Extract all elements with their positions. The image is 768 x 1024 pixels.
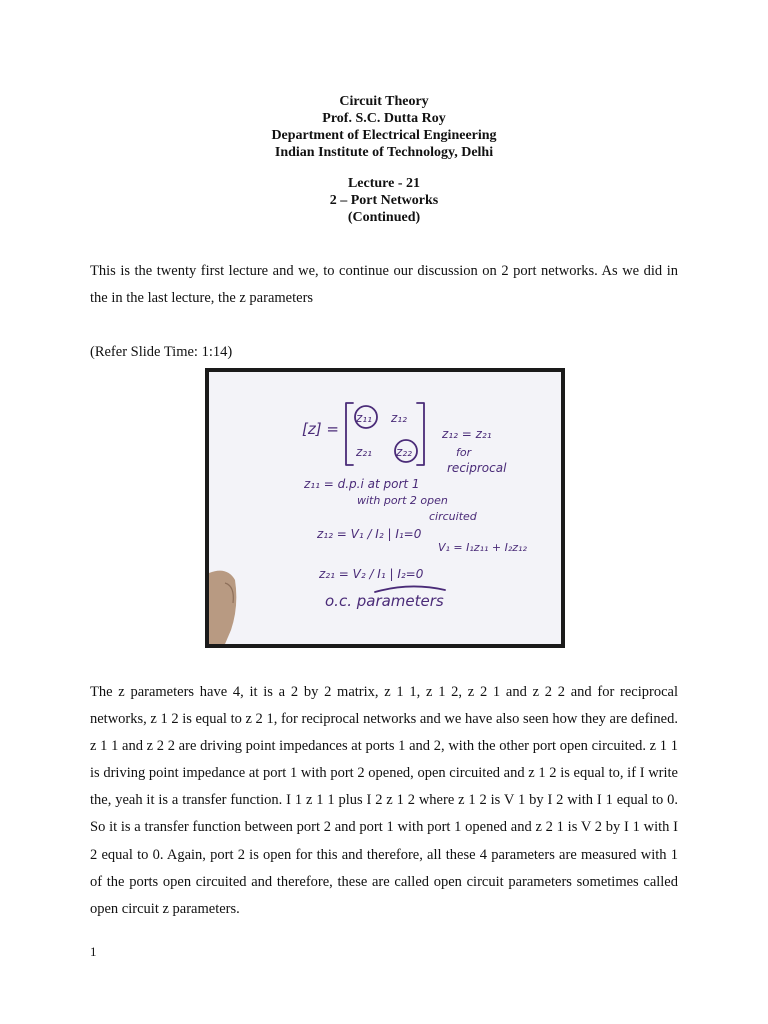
intro-paragraph: This is the twenty first lecture and we, to continue our discussion on 2 port networks. As we did in the in the last lecture, the z parameters [90,263,678,306]
slide-dpi-line3: circuited [429,510,477,523]
slide-drawing [205,368,565,648]
slide-dpi-line2: with port 2 open [357,494,448,507]
page-number: 1 [90,944,97,959]
professor-name: Prof. S.C. Dutta Roy [322,111,446,126]
course-title: Circuit Theory [339,94,429,109]
slide-matrix-lhs: [z] = [302,420,339,438]
slide-z12-definition: z₁₂ = V₁ / I₂ | I₁=0 [317,527,422,541]
slide-reciprocal-equation: z₁₂ = z₂₁ [442,427,492,441]
lecture-number: Lecture - 21 [347,176,421,191]
lecture-slide-image [205,368,565,648]
body-paragraph: The z parameters have 4, it is a 2 by 2 matrix, z 1 1, z 1 2, z 2 1 and z 2 2 and for reciprocal networks, z 1 2 is equal to z 2 1, for reciprocal networks and we have also seen how they are defined. z 1 1 and z 2 2 are driving point impedances at ports 1 and 2, with the other port open circuited. z 1 1 is driving point impedance at port 1 with port 2 opened, open circuited and z 1 2 is equal to, if I write the, yeah it is a transfer function. I 1 z 1 1 plus I 2 z 1 2 where z 1 2 is V 1 by I 2 with I 1 equal to 0. So it is a transfer function between port 2 and port 1 with port 1 opened and z 2 1 is V 2 by I 1 with I 2 equal to 0. Again, port 2 is open for this and therefore, all these 4 parameters are measured with 1 of the ports open circuited and therefore, these are called open circuit parameters sometimes called open circuit z parameters. [90,684,678,917]
lecture-continued: (Continued) [347,210,421,225]
lecture-topic: 2 – Port Networks [329,193,439,208]
slide-z21: z₂₁ [356,445,372,459]
institute-name: Indian Institute of Technology, Delhi [274,145,494,160]
slide-oc-parameters: o.c. parameters [325,592,444,610]
slide-for: for [456,446,472,459]
slide-z11: z₁₁ [356,411,372,425]
slide-v1-equation: V₁ = I₁z₁₁ + I₂z₁₂ [438,541,527,554]
department-name: Department of Electrical Engineering [271,128,497,143]
slide-dpi-line1: z₁₁ = d.p.i at port 1 [304,477,420,491]
slide-z22: z₂₂ [396,445,412,459]
document-header [0,93,768,226]
slide-z12: z₁₂ [391,411,407,425]
slide-reference: (Refer Slide Time: 1:14) [90,344,233,360]
slide-z21-definition: z₂₁ = V₂ / I₁ | I₂=0 [319,567,424,581]
slide-reciprocal: reciprocal [447,461,507,475]
